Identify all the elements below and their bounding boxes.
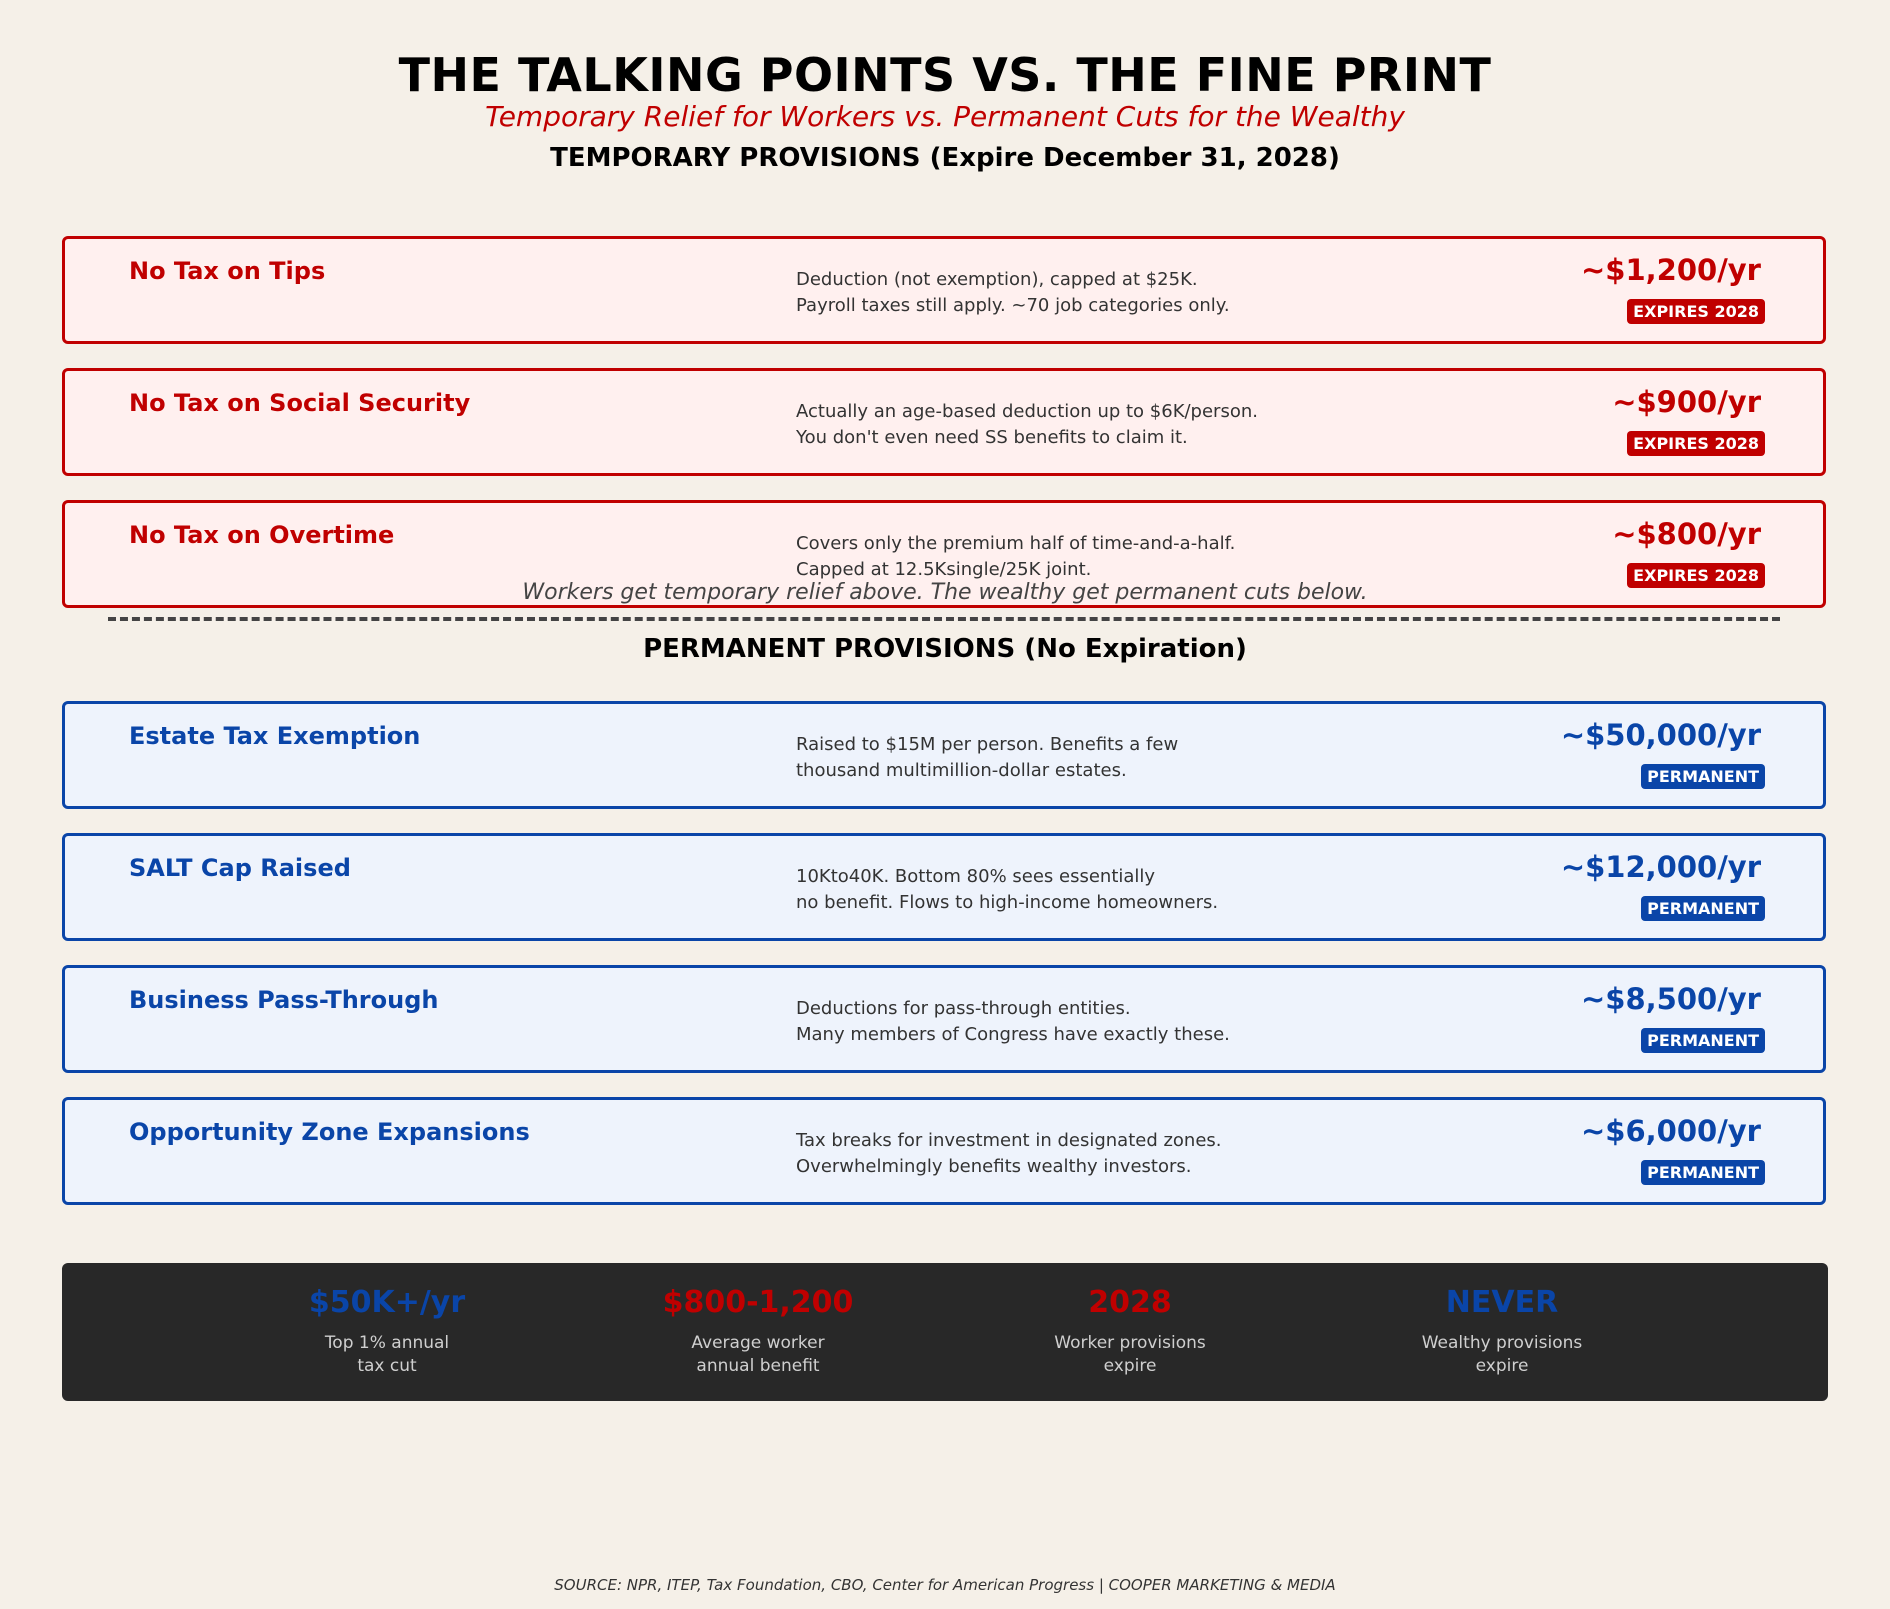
description-line: no benefit. Flows to high-income homeowners.: [796, 892, 1219, 913]
stat-value: NEVER: [1445, 1285, 1559, 1320]
provision-name: Estate Tax Exemption: [129, 722, 421, 750]
provision-name: No Tax on Overtime: [129, 521, 395, 549]
provision-description: [796, 864, 1396, 916]
provision-amount: ~$12,000/yr: [1560, 850, 1761, 884]
stat-label: Wealthy provisions expire: [1421, 1333, 1583, 1376]
description-line: Many members of Congress have exactly these.: [796, 1024, 1230, 1045]
summary-stats-bar: [62, 1263, 1828, 1401]
permanent-badge: PERMANENT: [1641, 1160, 1765, 1185]
provision-description: [796, 732, 1396, 784]
permanent-badge: PERMANENT: [1641, 764, 1765, 789]
provision-name: SALT Cap Raised: [129, 854, 351, 882]
stat-wealthy-expiry: [1352, 1285, 1652, 1378]
provision-name: No Tax on Social Security: [129, 389, 471, 417]
description-line: Covers only the premium half of time-and-a-half.: [796, 533, 1236, 554]
provision-description: [796, 267, 1396, 319]
provision-card-social-security: [62, 368, 1826, 476]
stat-label: Top 1% annual tax cut: [324, 1333, 450, 1376]
description-line: thousand multimillion-dollar estates.: [796, 760, 1127, 781]
provision-description: [796, 996, 1396, 1048]
stat-worker-expiry: [980, 1285, 1280, 1378]
provision-name: Business Pass-Through: [129, 986, 439, 1014]
provision-description: [796, 531, 1396, 583]
stat-label: Worker provisions expire: [1054, 1333, 1206, 1376]
description-line: Payroll taxes still apply. ~70 job categories only.: [796, 295, 1230, 316]
description-line: You don't even need SS benefits to claim it.: [796, 427, 1188, 448]
provision-card-estate-tax: [62, 701, 1826, 809]
permanent-badge: PERMANENT: [1641, 1028, 1765, 1053]
page-subtitle: Temporary Relief for Workers vs. Permanent Cuts for the Wealthy: [485, 100, 1405, 133]
provision-card-pass-through: [62, 965, 1826, 1073]
description-line: Deductions for pass-through entities.: [796, 998, 1131, 1019]
divider-note: Workers get temporary relief above. The wealthy get permanent cuts below.: [522, 580, 1368, 605]
description-line: Deduction (not exemption), capped at $25K.: [796, 269, 1198, 290]
provision-name: Opportunity Zone Expansions: [129, 1118, 530, 1146]
description-line: Actually an age-based deduction up to $6K/person.: [796, 401, 1258, 422]
provision-card-tips: [62, 236, 1826, 344]
section-divider: [108, 617, 1780, 621]
description-line: Overwhelmingly benefits wealthy investors.: [796, 1156, 1192, 1177]
provision-amount: ~$1,200/yr: [1580, 253, 1761, 287]
description-line: Raised to $15M per person. Benefits a few: [796, 734, 1179, 755]
temporary-section-heading: TEMPORARY PROVISIONS (Expire December 31, 2028): [550, 143, 1340, 173]
source-footnote: SOURCE: NPR, ITEP, Tax Foundation, CBO, Center for American Progress | COOPER MARKETING & MEDIA: [554, 1576, 1336, 1594]
provision-amount: ~$50,000/yr: [1560, 718, 1761, 752]
provision-name: No Tax on Tips: [129, 257, 326, 285]
stat-value: 2028: [1088, 1285, 1172, 1320]
description-line: 10Kto40K. Bottom 80% sees essentially: [796, 866, 1156, 887]
page-title: THE TALKING POINTS VS. THE FINE PRINT: [398, 48, 1492, 102]
stat-value: $50K+/yr: [308, 1285, 466, 1320]
expires-badge: EXPIRES 2028: [1627, 563, 1765, 588]
expires-badge: EXPIRES 2028: [1627, 299, 1765, 324]
stat-label: Average worker annual benefit: [691, 1333, 825, 1376]
description-line: Tax breaks for investment in designated zones.: [796, 1130, 1222, 1151]
provision-amount: ~$900/yr: [1612, 385, 1761, 419]
provision-amount: ~$8,500/yr: [1580, 982, 1761, 1016]
permanent-badge: PERMANENT: [1641, 896, 1765, 921]
permanent-section-heading: PERMANENT PROVISIONS (No Expiration): [643, 634, 1247, 664]
stat-top1-cut: [237, 1285, 537, 1378]
provision-card-salt-cap: [62, 833, 1826, 941]
stat-worker-benefit: [608, 1285, 908, 1378]
provision-description: [796, 1128, 1396, 1180]
description-line: Capped at 12.5Ksingle/25K joint.: [796, 559, 1092, 580]
expires-badge: EXPIRES 2028: [1627, 431, 1765, 456]
stat-value: $800-1,200: [662, 1285, 854, 1320]
provision-amount: ~$800/yr: [1612, 517, 1761, 551]
provision-card-opportunity-zone: [62, 1097, 1826, 1205]
provision-description: [796, 399, 1396, 451]
provision-amount: ~$6,000/yr: [1580, 1114, 1761, 1148]
